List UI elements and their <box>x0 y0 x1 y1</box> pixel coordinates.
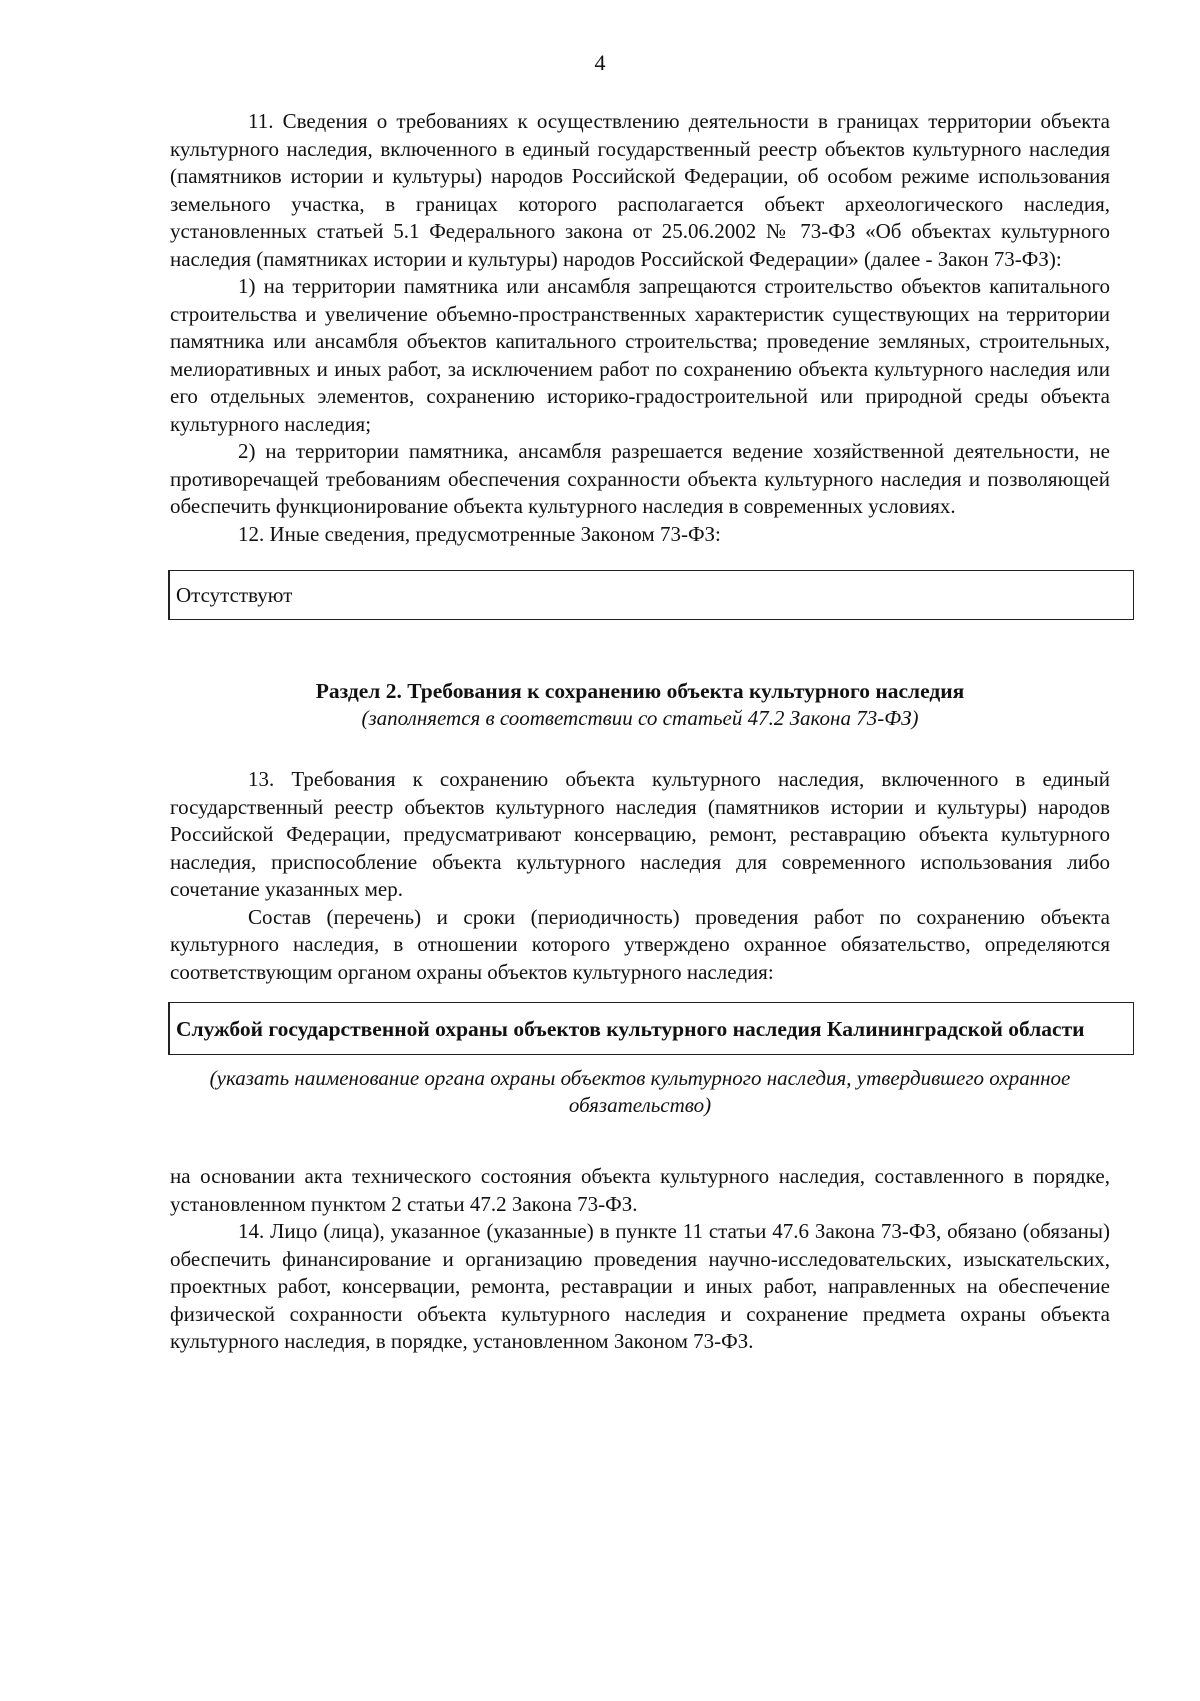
item-11-subitem-2: 2) на территории памятника, ансамбля разрешается ведение хозяйственной деятельности, не противоречащей требованиям обеспечения сохранности объекта культурного наследия и позволяющей обеспечить функционирование объекта культурного наследия в современных условиях. <box>170 439 1110 518</box>
section-2-title: Раздел 2. Требования к сохранению объекта культурного наследия <box>315 679 965 703</box>
item-13-basis: на основании акта технического состояния объекта культурного наследия, составленного в порядке, установленном пунктом 2 статьи 47.2 Закона 73-ФЗ. <box>170 1164 1110 1216</box>
document-body <box>170 108 1110 1356</box>
page-number: 4 <box>594 50 606 75</box>
item-14-paragraph: 14. Лицо (лица), указанное (указанные) в пункте 11 статьи 47.6 Закона 73-ФЗ, обязано (обязаны) обеспечить финансирование и организацию проведения научно-исследовательских, изыскательских, проектных работ, консервации, ремонта, реставрации и иных работ, направленных на обеспечение физической сохранности объекта культурного наследия и сохранение предмета охраны объекта культурного наследия, в порядке, установленном Законом 73-ФЗ. <box>170 1219 1110 1353</box>
item-11-paragraph: 11. Сведения о требованиях к осуществлению деятельности в границах территории объекта культурного наследия, включенного в единый государственный реестр объектов культурного наследия (памятников истории и культуры) народов Российской Федерации, об особом режиме использования земельного участка, в границах которого располагается объект археологического наследия, установленных статьей 5.1 Федерального закона от 25.06.2002 № 73-ФЗ «Об объектах культурного наследия (памятниках истории и культуры) народов Российской Федерации» (далее - Закон 73-ФЗ): <box>170 109 1110 271</box>
item-13-organ-hint: (указать наименование органа охраны объектов культурного наследия, утвердившего охранное обязательство) <box>209 1066 1071 1117</box>
item-11-subitem-1: 1) на территории памятника или ансамбля запрещаются строительство объектов капитального строительства и увеличение объемно-пространственных характеристик существующих на территории памятника или ансамбля объектов капитального строительства; проведение земляных, строительных, мелиоративных и иных работ, за исключением работ по сохранению объекта культурного наследия или его отдельных элементов, сохранению историко-градостроительной или природной среды объекта культурного наследия; <box>170 274 1110 436</box>
item-13-composition: Состав (перечень) и сроки (периодичность) проведения работ по сохранению объекта культурного наследия, в отношении которого утверждено охранное обязательство, определяются соответствующим органом охраны объектов культурного наследия: <box>170 904 1110 984</box>
item-13-organ-box <box>168 1002 1134 1055</box>
item-12-value: Отсутствуют <box>176 583 293 607</box>
item-12-paragraph: 12. Иные сведения, предусмотренные Законом 73-ФЗ: <box>238 521 721 546</box>
item-13-organ-value: Службой государственной охраны объектов культурного наследия Калининградской области <box>176 1017 1085 1041</box>
section-2-subtitle: (заполняется в соответствии со статьей 47.2 Закона 73-ФЗ) <box>361 706 919 730</box>
item-13-paragraph: 13. Требования к сохранению объекта культурного наследия, включенного в единый государственный реестр объектов культурного наследия (памятников истории и культуры) народов Российской Федерации, предусматривают консервацию, ремонт, реставрацию объекта культурного наследия, приспособление объекта культурного наследия для современного использования либо сочетание указанных мер. <box>170 767 1110 901</box>
item-12-value-box <box>168 570 1134 620</box>
